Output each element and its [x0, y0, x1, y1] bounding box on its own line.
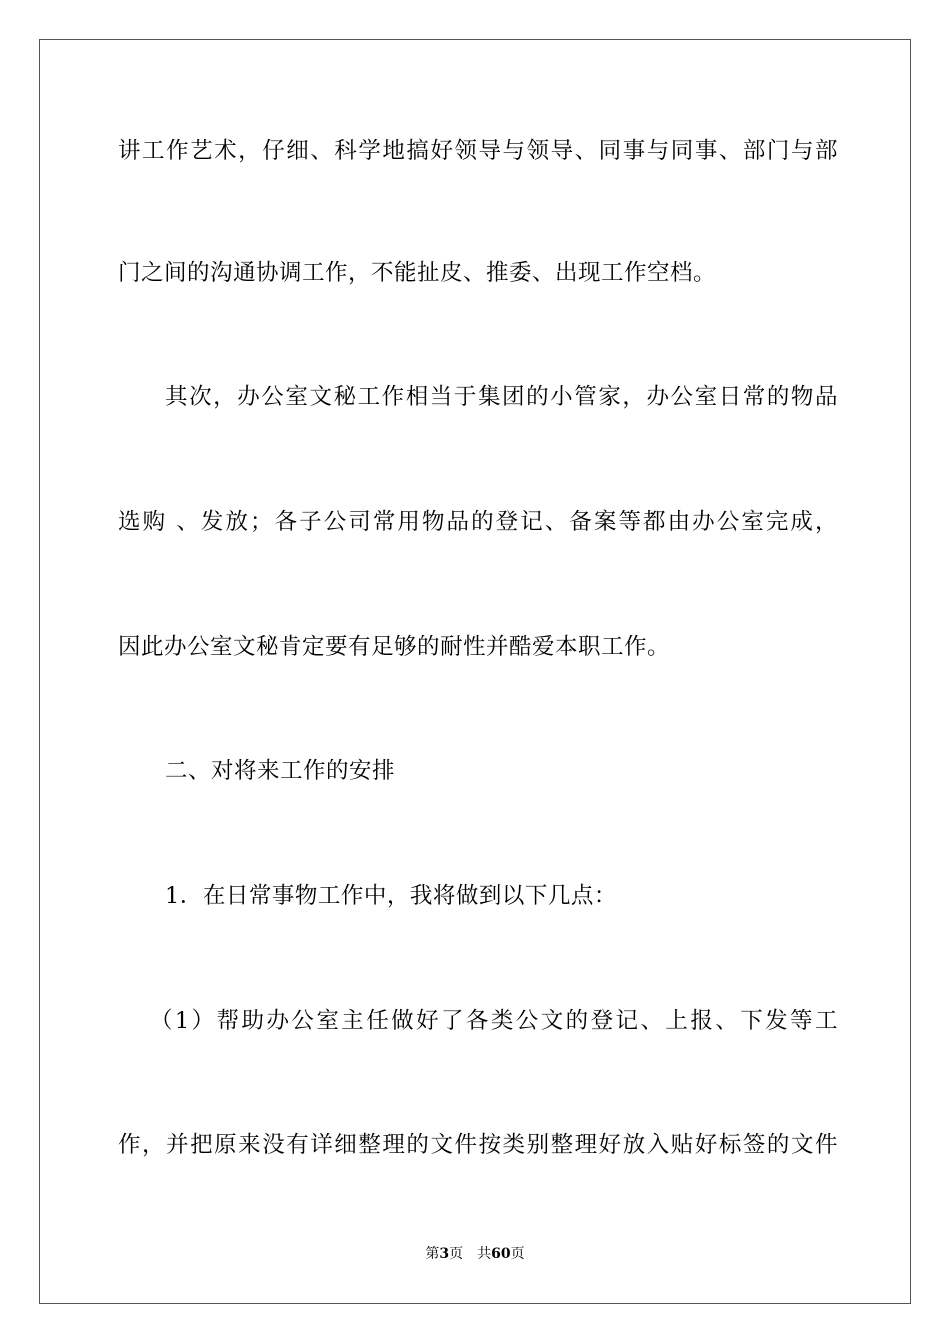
body-line-8: （1）帮助办公室主任做好了各类公文的登记、上报、下发等工 — [150, 1008, 838, 1034]
page-border — [39, 39, 911, 1304]
section-heading: 二、对将来工作的安排 — [165, 758, 396, 784]
list-item-heading: 1．在日常事物工作中，我将做到以下几点： — [165, 883, 617, 909]
footer-page-number: 3 — [439, 1246, 450, 1262]
body-line-9: 作，并把原来没有详细整理的文件按类别整理好放入贴好标签的文件 — [118, 1132, 838, 1158]
footer-total-number: 60 — [491, 1246, 511, 1262]
body-line-4: 选购 、发放；各子公司常用物品的登记、备案等都由办公室完成， — [118, 509, 838, 535]
body-line-2: 门之间的沟通协调工作，不能扯皮、推委、出现工作空档。 — [118, 260, 717, 286]
body-line-1: 讲工作艺术，仔细、科学地搞好领导与领导、同事与同事、部门与部 — [118, 138, 838, 164]
body-line-3: 其次，办公室文秘工作相当于集团的小管家，办公室日常的物品 — [165, 384, 838, 410]
footer-total-prefix: 共 — [477, 1246, 492, 1262]
footer-page-prefix: 第 — [425, 1246, 440, 1262]
footer-page-suffix: 页 — [449, 1246, 464, 1262]
page-footer — [0, 1245, 950, 1263]
body-line-5: 因此办公室文秘肯定要有足够的耐性并酷爱本职工作。 — [118, 634, 671, 660]
footer-total-suffix: 页 — [510, 1246, 525, 1262]
